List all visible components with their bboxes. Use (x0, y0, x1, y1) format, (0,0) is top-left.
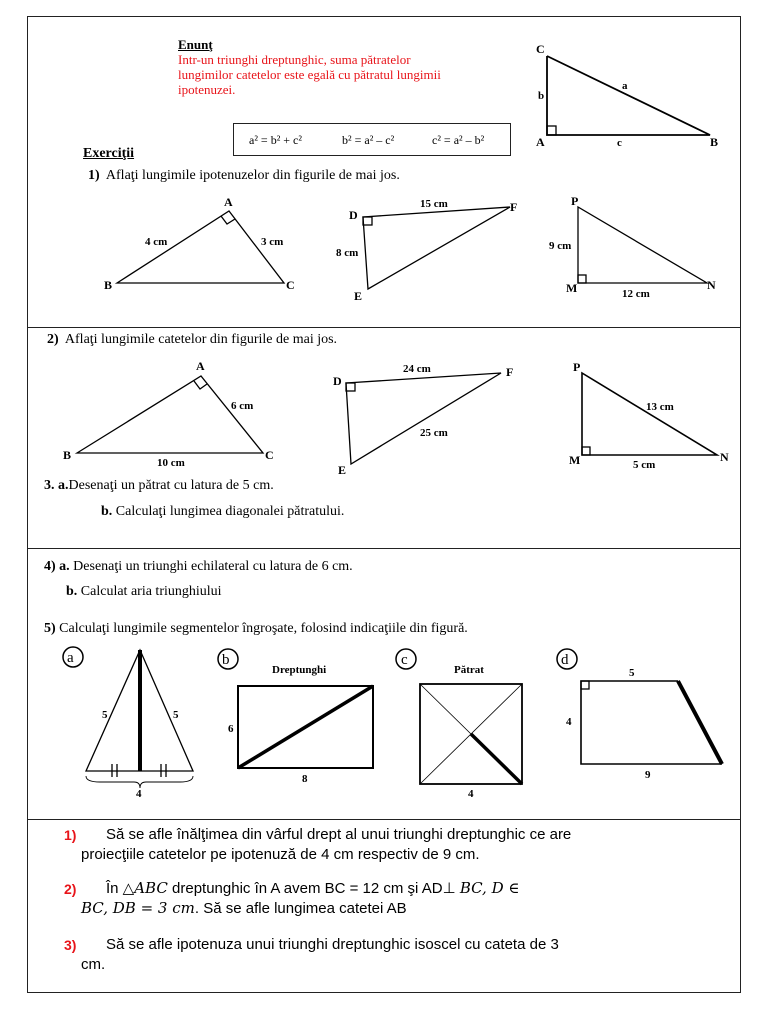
exercitii-title: Exerciţii (83, 146, 135, 161)
ex2-def-vertex-e: E (338, 463, 347, 477)
ref-vertex-c: C (536, 42, 545, 56)
ex5-a-base: 4 (136, 788, 142, 800)
ex1-pmn-vertex-m: M (566, 281, 578, 295)
ex5-d-top: 5 (629, 667, 635, 679)
problem-2-number: 2) (64, 881, 77, 897)
reference-triangle (547, 56, 710, 135)
ex5-b-width: 8 (302, 773, 308, 785)
problem-2-line2a: BC, DB = 3 cm (81, 899, 195, 917)
ex4-a-text: Desenaţi un triunghi echilateral cu latura de 6 cm. (73, 559, 353, 574)
ex1-number: 1) (88, 168, 100, 183)
badge-b-letter: b (222, 652, 230, 668)
ref-side-c: c (617, 137, 622, 149)
ex5-fig-c (420, 684, 522, 784)
ex2-def-side-df: 24 cm (403, 363, 431, 375)
ex5-fig-b (238, 686, 373, 768)
ex5-b-title: Dreptunghi (272, 664, 327, 676)
ex1-def-vertex-e: E (354, 289, 363, 303)
ex2-def-side-ef: 25 cm (420, 427, 448, 439)
enunt-body: Intr-un triunghi dreptunghic, suma pătratelor lungimilor catetelor este egală cu pătratul lungimii ipotenuzei. (178, 52, 441, 97)
ref-side-a: a (622, 80, 628, 92)
problem-3-line2: cm. (81, 956, 106, 973)
ex2-pmn-vertex-n: N (720, 450, 729, 464)
ex2-pmn-side-pn: 13 cm (646, 401, 674, 413)
ex5-number: 5) (44, 621, 56, 636)
ex1-abc-vertex-a: A (224, 195, 233, 209)
badge-c-letter: c (401, 652, 408, 668)
ex1-triangle-abc (117, 211, 284, 283)
ex1-abc-side-ac: 3 cm (261, 236, 284, 248)
ex4-b-text: Calculat aria triunghiului (80, 584, 222, 599)
ex2-def-vertex-d: D (333, 374, 342, 388)
badge-a-letter: a (67, 650, 74, 666)
ex2-abc-side-ac: 6 cm (231, 400, 254, 412)
ex1-triangle-def (363, 207, 510, 289)
ex1-def-vertex-d: D (349, 208, 358, 222)
ex5-text: Calculaţi lungimile segmentelor îngroşate, folosind indicaţiile din figură. (59, 621, 468, 636)
ex1-pmn-vertex-n: N (707, 278, 716, 292)
badge-d-letter: d (561, 652, 569, 668)
formula-3: c² = a² – b² (432, 133, 485, 147)
ex3-b-label: b. (101, 504, 113, 519)
problem-1-number: 1) (64, 827, 77, 843)
ex2-number: 2) (47, 332, 59, 347)
ex3-number: 3. (44, 478, 55, 493)
ex2-text: Aflaţi lungimile catetelor din figurile de mai jos. (64, 332, 338, 347)
ex2-pmn-vertex-p: P (573, 360, 581, 374)
ex1-pmn-side-pm: 9 cm (549, 240, 572, 252)
problem-2-line1d: BC, D ∈ (459, 879, 520, 897)
ex1-abc-vertex-c: C (286, 278, 295, 292)
ex1-abc-vertex-b: B (104, 278, 113, 292)
ex5-a-right: 5 (173, 709, 179, 721)
ex1-def-side-df: 15 cm (420, 198, 448, 210)
ex1-pmn-side-mn: 12 cm (622, 288, 650, 300)
ex1-triangle-pmn (578, 207, 707, 283)
ex5-b-height: 6 (228, 723, 234, 735)
ex2-triangle-def (346, 373, 501, 464)
ex2-triangle-abc (77, 376, 263, 453)
problem-2-line2b: . Să se afle lungimea catetei AB (194, 900, 407, 917)
problem-3-number: 3) (64, 937, 77, 953)
ex2-def-vertex-f: F (506, 365, 514, 379)
ex5-d-bottom: 9 (645, 769, 651, 781)
problem-2-line1c: dreptunghic în A avem BC = 12 cm şi AD⊥ (167, 880, 460, 897)
ex3-a-text: Desenaţi un pătrat cu latura de 5 cm. (68, 478, 274, 493)
ex5-d-height: 4 (566, 716, 572, 728)
ex5-c-title: Pătrat (454, 664, 484, 676)
problem-2-line2 (81, 899, 407, 918)
ref-vertex-b: B (710, 135, 719, 149)
ex4-b-label: b. (66, 584, 78, 599)
ref-vertex-a: A (536, 135, 545, 149)
ex2-abc-vertex-c: C (265, 448, 274, 462)
ex3-b-text: Calculaţi lungimea diagonalei pătratului. (115, 504, 345, 519)
ex1-text: Aflaţi lungimile ipotenuzelor din figurile de mai jos. (105, 168, 400, 183)
ex5-a-left: 5 (102, 709, 108, 721)
problem-3-line1: Să se afle ipotenuza unui triunghi dreptunghic isoscel cu cateta de 3 (106, 936, 559, 953)
ex4-number: 4) (44, 559, 56, 574)
ex2-abc-vertex-a: A (196, 359, 205, 373)
ex1-def-vertex-f: F (510, 200, 518, 214)
ref-side-b: b (538, 90, 545, 102)
ex4-a-label: a. (59, 559, 70, 574)
ex2-triangle-pmn (582, 373, 717, 455)
ex2-pmn-vertex-m: M (569, 453, 581, 467)
problem-1-line1: Să se afle înălţimea din vârful drept al unui triunghi dreptunghic ce are (106, 826, 572, 843)
problem-2-line1 (106, 879, 520, 898)
problem-2-line1b: ABC (134, 879, 168, 897)
ex3-a-label: a. (58, 478, 69, 493)
ex2-abc-side-bc: 10 cm (157, 457, 185, 469)
formula-1: a² = b² + c² (249, 133, 302, 147)
ex2-pmn-side-mn: 5 cm (633, 459, 656, 471)
ex2-abc-vertex-b: B (63, 448, 72, 462)
problem-2-line1a: În △ (106, 880, 135, 897)
formula-2: b² = a² – c² (342, 133, 395, 147)
enunt-title: Enunţ (178, 37, 213, 52)
ex5-fig-d (581, 681, 722, 764)
ex1-abc-side-ab: 4 cm (145, 236, 168, 248)
ex1-pmn-vertex-p: P (571, 194, 579, 208)
problem-1-line2: proiecţiile catetelor pe ipotenuză de 4 cm respectiv de 9 cm. (81, 846, 480, 863)
ex5-c-side: 4 (468, 788, 474, 800)
ex1-def-side-de: 8 cm (336, 247, 359, 259)
